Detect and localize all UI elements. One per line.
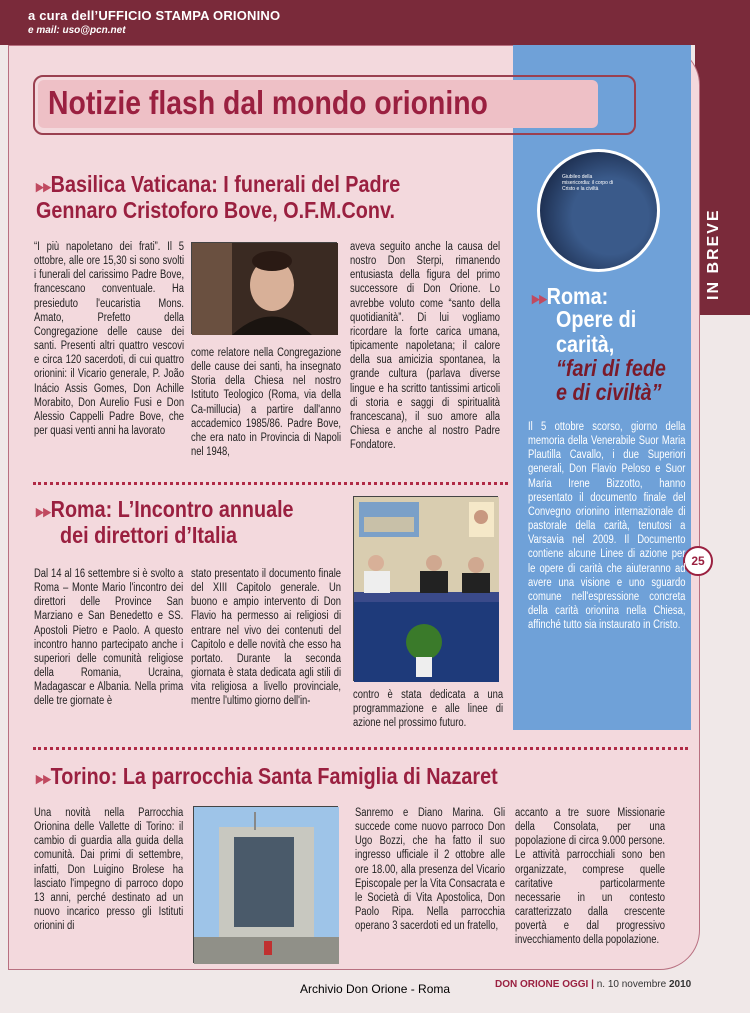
arrow-icon: ▸▸ [36,769,51,788]
magazine-footer: DON ORIONE OGGI | n. 10 novembre 2010 [495,979,692,990]
page-title: Notizie flash dal mondo orionino [48,84,488,121]
archive-caption: Archivio Don Orione - Roma [300,982,451,996]
article2-heading-line2: dei direttori d’Italia [60,522,237,548]
header-credit: a cura dell’UFFICIO STAMPA ORIONINO [28,8,281,23]
header-email: e mail: uso@pcn.net [28,25,126,36]
church-photo [193,806,338,963]
meeting-photo [353,496,498,681]
article3-col2: Sanremo e Diano Marina. Gli succede come nuovo parroco Don Ugo Bozzi, che ha fatto il suo ingresso ufficiale il 2 ottobre alle ore 18.00, alla presenza del Vicario Episcopale per la Vita Consacrata e le Società di Vita Apostolica, Don Paolo Ripa. Nella parrocchia operano 3 sacerdoti ed un fratello, [355,807,506,933]
arrow-icon: ▸▸ [36,177,51,196]
page-number: 25 [683,546,713,576]
convegno-badge [537,149,660,272]
article3-col3: accanto a tre suore Missionarie della Consolata, per una popolazione di circa 9.000 persone. Le attività parrocchiali sono ben organizzate, comprese quelle caritative particolarmente necessarie in un contesto caratterizzato dalla crescente povertà e dal progressivo invecchiamento della popolazione. [515,807,666,947]
issue: n. 10 novembre [596,979,667,990]
brief-heading-line3: carità, [556,331,615,357]
article1-col2: come relatore nella Congregazione delle cause dei santi, ha insegnato Storia della Chiesa nel nostro Istituto Teologico (Roma, via della Ca-millucia) a partire dall'anno accademico 1985/86. Padre Bove, che era nato in Provincia di Napoli nel 1948, [191,347,342,459]
article1-heading-line2: Gennaro Cristoforo Bove, O.F.M.Conv. [36,197,395,223]
section-divider [33,747,688,750]
arrow-icon: ▸▸ [36,502,51,521]
brief-heading-line2: Opere di [556,306,637,332]
article3-col1: Una novità nella Parrocchia Orionina delle Vallette di Torino: il cambio di guardia alla guida della comunità. Dai primi di settembre, infatti, Don Luigino Brolese ha lasciato l'impegno di parroco dopo 13 anni, perché destinato ad un nuovo incarico presso gli Istituti orionini di [34,807,184,933]
brief-text: Il 5 ottobre scorso, giorno della memoria della Venerabile Suor Maria Plautilla Cavallo, i due Superiori generali, Don Flavio Peloso e Suor Maria Irene Bizzotto, hanno presentato il documento finale del Convegno orionino internazionale di pastorale della carità, tenutosi a Varsavia nel 2009. Il Documento contiene alcune Linee di azione per le opere di carità che aiuteranno ad avere una visione e uno sguardo comune nell'espressione concreta della carità orionina nella Chiesa, affinché tutto sia instaurato in Cristo. [528,421,686,632]
brief-heading-line4: “fari di fede [556,355,666,381]
article1-col3: aveva seguito anche la causa del nostro Don Sterpi, rimanendo entusiasta della figura del primo successore di Don Orione. Lo avrebbe voluto come “santo della quotidianità”. Di lui vogliamo ricordare la forte carica umana, tipicamente napoletana; il calore della sua amicizia spontanea, la grande cultura (parlava diverse lingue e ha scritto tantissimi articoli di storia e saggi di spiritualità francescana), il suo amore alla Chiesa e anche al nostro Padre Fondatore. [350,241,501,452]
brief-heading-line1: ▸▸Roma: [532,283,609,309]
magazine-name: DON ORIONE OGGI [495,979,589,990]
badge-text: Giubileo della misericordia: il corpo di Cristo e la civiltà [562,174,614,192]
arrow-icon: ▸▸ [532,289,547,308]
article2-col3: contro è stata dedicata a una programmazione e alle linee di azione nel prossimo futuro. [353,689,504,730]
article2-col2: stato presentato il documento finale del XIII Capitolo generale. Un buono e ampio intervento di Don Flavio ha permesso ai religiosi di entrare nel vivo dei contenuti del Capitolo e delle novità che esso ha portato. Durante la seconda giornata è stata dedicata agli stili di vita religiosa a livello provinciale, mentre l'ultimo giorno dell'in- [191,568,342,708]
section-divider [33,482,508,485]
year: 2010 [668,979,692,990]
article1-heading-line1: ▸▸Basilica Vaticana: I funerali del Padre [36,171,401,197]
in-breve-label: IN BREVE [705,208,722,300]
church-illustration [194,807,339,964]
padre-bove-photo [191,242,337,334]
brief-heading-line5: e di civiltà” [556,379,662,405]
article2-heading-line1: ▸▸Roma: L’Incontro annuale [36,496,294,522]
article2-col1: Dal 14 al 16 settembre si è svolto a Roma – Monte Mario l'incontro dei direttori delle Province San Marziano e San Benedetto e SS. Apostoli Pietro e Paolo. A questo incontro hanno partecipato anche i superiori delle comunità religiose della Romania, Ucraina, Madagascar e Albania. Nella prima delle tre giornate è [34,568,184,708]
portrait-illustration [192,243,338,335]
article3-heading: ▸▸Torino: La parrocchia Santa Famiglia di Nazaret [36,763,498,789]
meeting-illustration [354,497,499,682]
article1-col1: “I più napoletano dei frati”. Il 5 ottobre, alle ore 15,30 si sono svolti i funerali del carissimo Padre Bove, francescano conventuale. Ha presieduto l'eucaristia Mons. Amato, Prefetto della Congregazione delle cause dei santi. Presenti altri quattro vescovi e circa 120 sacerdoti, di cui quattro orionini: il Vicario generale, P. João Inácio Assis Gomes, Don Achille Morabito, Don Aurelio Fusi e Don Alessio Cappelli Padre Bove, che per quasi venti anni ha lavorato [34,241,185,438]
